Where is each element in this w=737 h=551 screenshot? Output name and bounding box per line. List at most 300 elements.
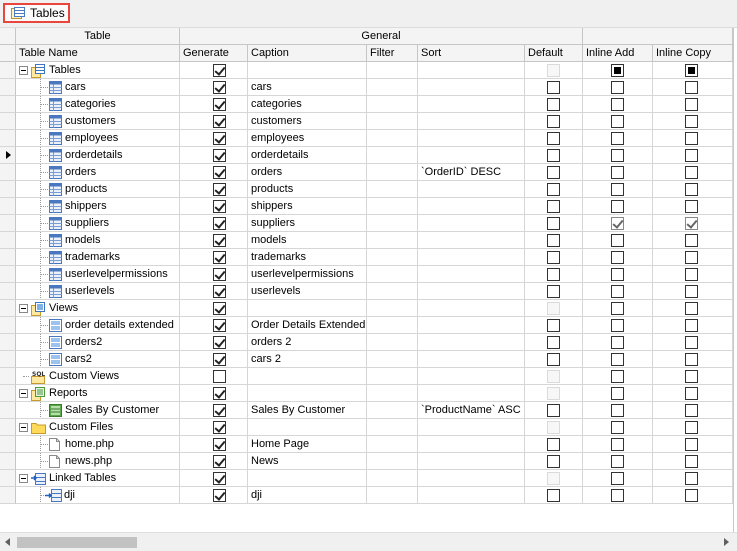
table-name-cell[interactable] bbox=[16, 436, 180, 453]
inline-add-checkbox[interactable] bbox=[611, 472, 624, 485]
row-indicator[interactable] bbox=[0, 334, 16, 351]
inline-copy-cell[interactable] bbox=[653, 79, 733, 96]
generate-checkbox[interactable] bbox=[213, 98, 226, 111]
sort-cell[interactable] bbox=[418, 453, 525, 470]
generate-cell[interactable] bbox=[180, 317, 248, 334]
scroll-left-icon[interactable] bbox=[5, 538, 10, 546]
row-indicator[interactable] bbox=[0, 130, 16, 147]
default-checkbox[interactable] bbox=[547, 132, 560, 145]
inline-add-cell[interactable] bbox=[583, 232, 653, 249]
inline-add-checkbox[interactable] bbox=[611, 455, 624, 468]
sort-cell[interactable] bbox=[418, 368, 525, 385]
caption-cell[interactable] bbox=[248, 62, 367, 79]
default-cell[interactable] bbox=[525, 300, 583, 317]
table-row[interactable] bbox=[0, 385, 733, 402]
table-name-cell[interactable] bbox=[16, 113, 180, 130]
inline-copy-cell[interactable] bbox=[653, 232, 733, 249]
default-checkbox[interactable] bbox=[547, 319, 560, 332]
inline-copy-checkbox[interactable] bbox=[685, 472, 698, 485]
row-indicator[interactable] bbox=[0, 385, 16, 402]
inline-add-checkbox[interactable] bbox=[611, 489, 624, 502]
sort-cell[interactable] bbox=[418, 96, 525, 113]
generate-checkbox[interactable] bbox=[213, 268, 226, 281]
default-cell[interactable] bbox=[525, 215, 583, 232]
col-caption[interactable]: Caption bbox=[248, 45, 367, 62]
sort-cell[interactable] bbox=[418, 113, 525, 130]
sort-cell[interactable] bbox=[418, 419, 525, 436]
filter-cell[interactable] bbox=[367, 351, 418, 368]
default-cell[interactable] bbox=[525, 368, 583, 385]
default-cell[interactable] bbox=[525, 470, 583, 487]
generate-checkbox[interactable] bbox=[213, 319, 226, 332]
default-checkbox[interactable] bbox=[547, 149, 560, 162]
table-row[interactable] bbox=[0, 300, 733, 317]
sort-cell[interactable] bbox=[418, 351, 525, 368]
row-indicator[interactable] bbox=[0, 181, 16, 198]
generate-checkbox[interactable] bbox=[213, 370, 226, 383]
generate-cell[interactable] bbox=[180, 113, 248, 130]
filter-cell[interactable] bbox=[367, 402, 418, 419]
inline-add-cell[interactable] bbox=[583, 470, 653, 487]
inline-add-checkbox[interactable] bbox=[611, 251, 624, 264]
inline-copy-cell[interactable] bbox=[653, 113, 733, 130]
inline-copy-cell[interactable] bbox=[653, 249, 733, 266]
inline-add-checkbox[interactable] bbox=[611, 353, 624, 366]
generate-checkbox[interactable] bbox=[213, 421, 226, 434]
filter-cell[interactable] bbox=[367, 436, 418, 453]
filter-cell[interactable] bbox=[367, 113, 418, 130]
inline-add-checkbox[interactable] bbox=[611, 336, 624, 349]
inline-copy-checkbox[interactable] bbox=[685, 166, 698, 179]
inline-add-checkbox[interactable] bbox=[611, 404, 624, 417]
collapse-icon[interactable] bbox=[19, 423, 28, 432]
filter-cell[interactable] bbox=[367, 232, 418, 249]
caption-cell[interactable] bbox=[248, 96, 367, 113]
sort-cell[interactable] bbox=[418, 317, 525, 334]
generate-checkbox[interactable] bbox=[213, 472, 226, 485]
inline-add-checkbox[interactable] bbox=[611, 268, 624, 281]
inline-copy-checkbox[interactable] bbox=[685, 200, 698, 213]
table-name-cell[interactable] bbox=[16, 181, 180, 198]
inline-add-cell[interactable] bbox=[583, 385, 653, 402]
caption-cell[interactable] bbox=[248, 351, 367, 368]
generate-checkbox[interactable] bbox=[213, 251, 226, 264]
default-checkbox[interactable] bbox=[547, 115, 560, 128]
inline-copy-cell[interactable] bbox=[653, 487, 733, 504]
generate-cell[interactable] bbox=[180, 130, 248, 147]
default-checkbox[interactable] bbox=[547, 455, 560, 468]
table-row[interactable] bbox=[0, 368, 733, 385]
inline-add-checkbox[interactable] bbox=[611, 200, 624, 213]
col-filter[interactable]: Filter bbox=[367, 45, 418, 62]
inline-add-cell[interactable] bbox=[583, 249, 653, 266]
inline-copy-cell[interactable] bbox=[653, 436, 733, 453]
caption-cell[interactable] bbox=[248, 470, 367, 487]
generate-cell[interactable] bbox=[180, 164, 248, 181]
inline-add-cell[interactable] bbox=[583, 368, 653, 385]
inline-copy-checkbox[interactable] bbox=[685, 234, 698, 247]
caption-cell[interactable] bbox=[248, 436, 367, 453]
generate-checkbox[interactable] bbox=[213, 489, 226, 502]
generate-checkbox[interactable] bbox=[213, 285, 226, 298]
filter-cell[interactable] bbox=[367, 283, 418, 300]
default-cell[interactable] bbox=[525, 198, 583, 215]
generate-cell[interactable] bbox=[180, 79, 248, 96]
default-cell[interactable] bbox=[525, 249, 583, 266]
generate-checkbox[interactable] bbox=[213, 387, 226, 400]
inline-copy-checkbox[interactable] bbox=[685, 183, 698, 196]
inline-copy-checkbox[interactable] bbox=[685, 455, 698, 468]
table-row[interactable] bbox=[0, 249, 733, 266]
caption-cell[interactable] bbox=[248, 147, 367, 164]
inline-add-cell[interactable] bbox=[583, 215, 653, 232]
generate-cell[interactable] bbox=[180, 470, 248, 487]
generate-checkbox[interactable] bbox=[213, 438, 226, 451]
table-name-cell[interactable] bbox=[16, 487, 180, 504]
inline-copy-cell[interactable] bbox=[653, 62, 733, 79]
inline-copy-cell[interactable] bbox=[653, 385, 733, 402]
caption-cell[interactable] bbox=[248, 368, 367, 385]
inline-copy-checkbox[interactable] bbox=[685, 81, 698, 94]
filter-cell[interactable] bbox=[367, 79, 418, 96]
table-name-cell[interactable] bbox=[16, 130, 180, 147]
table-row[interactable] bbox=[0, 198, 733, 215]
caption-cell[interactable] bbox=[248, 402, 367, 419]
inline-add-cell[interactable] bbox=[583, 147, 653, 164]
inline-add-checkbox[interactable] bbox=[611, 421, 624, 434]
default-cell[interactable] bbox=[525, 130, 583, 147]
row-indicator[interactable] bbox=[0, 487, 16, 504]
inline-copy-cell[interactable] bbox=[653, 402, 733, 419]
caption-cell[interactable] bbox=[248, 317, 367, 334]
inline-copy-checkbox[interactable] bbox=[685, 421, 698, 434]
row-indicator[interactable] bbox=[0, 266, 16, 283]
filter-cell[interactable] bbox=[367, 249, 418, 266]
generate-cell[interactable] bbox=[180, 147, 248, 164]
table-row[interactable] bbox=[0, 181, 733, 198]
sort-cell[interactable] bbox=[418, 198, 525, 215]
inline-copy-cell[interactable] bbox=[653, 453, 733, 470]
inline-add-cell[interactable] bbox=[583, 283, 653, 300]
inline-copy-cell[interactable] bbox=[653, 198, 733, 215]
tab-tables[interactable] bbox=[3, 3, 70, 23]
caption-cell[interactable] bbox=[248, 334, 367, 351]
inline-copy-checkbox[interactable] bbox=[685, 98, 698, 111]
table-name-cell[interactable] bbox=[16, 79, 180, 96]
caption-cell[interactable] bbox=[248, 113, 367, 130]
table-name-cell[interactable] bbox=[16, 419, 180, 436]
table-row[interactable] bbox=[0, 232, 733, 249]
table-row[interactable] bbox=[0, 470, 733, 487]
generate-cell[interactable] bbox=[180, 334, 248, 351]
inline-copy-checkbox[interactable] bbox=[685, 251, 698, 264]
generate-cell[interactable] bbox=[180, 232, 248, 249]
generate-cell[interactable] bbox=[180, 198, 248, 215]
caption-cell[interactable] bbox=[248, 419, 367, 436]
generate-cell[interactable] bbox=[180, 300, 248, 317]
generate-cell[interactable] bbox=[180, 249, 248, 266]
row-indicator[interactable] bbox=[0, 283, 16, 300]
default-cell[interactable] bbox=[525, 62, 583, 79]
generate-cell[interactable] bbox=[180, 96, 248, 113]
generate-checkbox[interactable] bbox=[213, 81, 226, 94]
default-cell[interactable] bbox=[525, 385, 583, 402]
table-row[interactable] bbox=[0, 419, 733, 436]
table-row[interactable] bbox=[0, 147, 733, 164]
row-indicator[interactable] bbox=[0, 198, 16, 215]
inline-copy-cell[interactable] bbox=[653, 317, 733, 334]
inline-copy-cell[interactable] bbox=[653, 215, 733, 232]
default-checkbox[interactable] bbox=[547, 285, 560, 298]
col-inline-add[interactable]: Inline Add bbox=[583, 45, 653, 62]
inline-add-cell[interactable] bbox=[583, 266, 653, 283]
inline-copy-cell[interactable] bbox=[653, 164, 733, 181]
row-indicator[interactable] bbox=[0, 453, 16, 470]
generate-checkbox[interactable] bbox=[213, 455, 226, 468]
table-name-cell[interactable] bbox=[16, 402, 180, 419]
default-cell[interactable] bbox=[525, 351, 583, 368]
default-cell[interactable] bbox=[525, 181, 583, 198]
inline-add-checkbox[interactable] bbox=[611, 438, 624, 451]
sort-cell[interactable] bbox=[418, 385, 525, 402]
inline-add-checkbox[interactable] bbox=[611, 115, 624, 128]
generate-checkbox[interactable] bbox=[213, 302, 226, 315]
inline-copy-checkbox[interactable] bbox=[685, 489, 698, 502]
inline-add-cell[interactable] bbox=[583, 198, 653, 215]
table-name-cell[interactable] bbox=[16, 351, 180, 368]
inline-add-checkbox[interactable] bbox=[611, 166, 624, 179]
filter-cell[interactable] bbox=[367, 164, 418, 181]
inline-copy-cell[interactable] bbox=[653, 147, 733, 164]
filter-cell[interactable] bbox=[367, 368, 418, 385]
default-checkbox[interactable] bbox=[547, 183, 560, 196]
inline-copy-cell[interactable] bbox=[653, 351, 733, 368]
inline-add-cell[interactable] bbox=[583, 402, 653, 419]
default-checkbox[interactable] bbox=[547, 98, 560, 111]
table-row[interactable] bbox=[0, 487, 733, 504]
row-indicator[interactable] bbox=[0, 215, 16, 232]
sort-cell[interactable] bbox=[418, 164, 525, 181]
inline-copy-checkbox[interactable] bbox=[685, 132, 698, 145]
inline-add-checkbox[interactable] bbox=[611, 98, 624, 111]
filter-cell[interactable] bbox=[367, 470, 418, 487]
inline-add-checkbox[interactable] bbox=[611, 234, 624, 247]
caption-cell[interactable] bbox=[248, 385, 367, 402]
inline-add-cell[interactable] bbox=[583, 164, 653, 181]
table-row[interactable] bbox=[0, 351, 733, 368]
caption-cell[interactable] bbox=[248, 198, 367, 215]
inline-add-checkbox[interactable] bbox=[611, 302, 624, 315]
inline-copy-cell[interactable] bbox=[653, 334, 733, 351]
filter-cell[interactable] bbox=[367, 62, 418, 79]
table-name-cell[interactable] bbox=[16, 164, 180, 181]
row-indicator[interactable] bbox=[0, 300, 16, 317]
col-table-name[interactable]: Table Name bbox=[16, 45, 180, 62]
default-cell[interactable] bbox=[525, 164, 583, 181]
caption-cell[interactable] bbox=[248, 181, 367, 198]
generate-checkbox[interactable] bbox=[213, 64, 226, 77]
generate-cell[interactable] bbox=[180, 62, 248, 79]
inline-add-checkbox[interactable] bbox=[611, 132, 624, 145]
generate-checkbox[interactable] bbox=[213, 132, 226, 145]
collapse-icon[interactable] bbox=[19, 304, 28, 313]
sort-cell[interactable] bbox=[418, 130, 525, 147]
table-row[interactable] bbox=[0, 215, 733, 232]
inline-add-checkbox[interactable] bbox=[611, 387, 624, 400]
collapse-icon[interactable] bbox=[19, 474, 28, 483]
generate-cell[interactable] bbox=[180, 181, 248, 198]
generate-cell[interactable] bbox=[180, 283, 248, 300]
generate-checkbox[interactable] bbox=[213, 404, 226, 417]
caption-cell[interactable] bbox=[248, 164, 367, 181]
inline-copy-checkbox[interactable] bbox=[685, 404, 698, 417]
row-indicator[interactable] bbox=[0, 147, 16, 164]
scroll-right-icon[interactable] bbox=[724, 538, 729, 546]
filter-cell[interactable] bbox=[367, 334, 418, 351]
table-row[interactable] bbox=[0, 283, 733, 300]
inline-copy-cell[interactable] bbox=[653, 300, 733, 317]
default-checkbox[interactable] bbox=[547, 166, 560, 179]
inline-copy-checkbox[interactable] bbox=[685, 353, 698, 366]
filter-cell[interactable] bbox=[367, 300, 418, 317]
row-indicator[interactable] bbox=[0, 62, 16, 79]
row-indicator[interactable] bbox=[0, 164, 16, 181]
col-sort[interactable]: Sort bbox=[418, 45, 525, 62]
default-cell[interactable] bbox=[525, 147, 583, 164]
horizontal-scrollbar[interactable] bbox=[0, 532, 737, 551]
default-checkbox[interactable] bbox=[547, 200, 560, 213]
inline-add-checkbox[interactable] bbox=[611, 319, 624, 332]
table-name-cell[interactable] bbox=[16, 368, 180, 385]
default-checkbox[interactable] bbox=[547, 438, 560, 451]
sort-cell[interactable] bbox=[418, 215, 525, 232]
generate-checkbox[interactable] bbox=[213, 217, 226, 230]
table-name-cell[interactable] bbox=[16, 147, 180, 164]
table-row[interactable] bbox=[0, 79, 733, 96]
row-indicator[interactable] bbox=[0, 113, 16, 130]
table-row[interactable] bbox=[0, 164, 733, 181]
inline-copy-checkbox[interactable] bbox=[685, 115, 698, 128]
inline-add-checkbox[interactable] bbox=[611, 285, 624, 298]
table-row[interactable] bbox=[0, 317, 733, 334]
table-name-cell[interactable] bbox=[16, 385, 180, 402]
generate-checkbox[interactable] bbox=[213, 115, 226, 128]
caption-cell[interactable] bbox=[248, 266, 367, 283]
sort-cell[interactable] bbox=[418, 232, 525, 249]
generate-checkbox[interactable] bbox=[213, 149, 226, 162]
inline-copy-cell[interactable] bbox=[653, 181, 733, 198]
col-inline-copy[interactable]: Inline Copy bbox=[653, 45, 733, 62]
inline-copy-cell[interactable] bbox=[653, 470, 733, 487]
generate-cell[interactable] bbox=[180, 436, 248, 453]
default-checkbox[interactable] bbox=[547, 353, 560, 366]
generate-cell[interactable] bbox=[180, 351, 248, 368]
caption-cell[interactable] bbox=[248, 487, 367, 504]
caption-cell[interactable] bbox=[248, 249, 367, 266]
inline-add-checkbox[interactable] bbox=[611, 217, 624, 230]
table-name-cell[interactable] bbox=[16, 334, 180, 351]
inline-add-cell[interactable] bbox=[583, 181, 653, 198]
inline-copy-checkbox[interactable] bbox=[685, 285, 698, 298]
filter-cell[interactable] bbox=[367, 181, 418, 198]
filter-cell[interactable] bbox=[367, 419, 418, 436]
generate-checkbox[interactable] bbox=[213, 234, 226, 247]
sort-cell[interactable] bbox=[418, 181, 525, 198]
table-name-cell[interactable] bbox=[16, 249, 180, 266]
inline-add-checkbox[interactable] bbox=[611, 81, 624, 94]
row-indicator[interactable] bbox=[0, 436, 16, 453]
generate-cell[interactable] bbox=[180, 215, 248, 232]
caption-cell[interactable] bbox=[248, 215, 367, 232]
inline-copy-checkbox[interactable] bbox=[685, 64, 698, 77]
col-default[interactable]: Default bbox=[525, 45, 583, 62]
inline-add-cell[interactable] bbox=[583, 436, 653, 453]
generate-cell[interactable] bbox=[180, 368, 248, 385]
default-checkbox[interactable] bbox=[547, 336, 560, 349]
row-indicator[interactable] bbox=[0, 249, 16, 266]
default-checkbox[interactable] bbox=[547, 251, 560, 264]
sort-cell[interactable] bbox=[418, 470, 525, 487]
generate-cell[interactable] bbox=[180, 385, 248, 402]
caption-cell[interactable] bbox=[248, 300, 367, 317]
default-cell[interactable] bbox=[525, 79, 583, 96]
caption-cell[interactable] bbox=[248, 232, 367, 249]
caption-cell[interactable] bbox=[248, 283, 367, 300]
default-cell[interactable] bbox=[525, 436, 583, 453]
default-checkbox[interactable] bbox=[547, 234, 560, 247]
filter-cell[interactable] bbox=[367, 487, 418, 504]
default-cell[interactable] bbox=[525, 266, 583, 283]
inline-copy-cell[interactable] bbox=[653, 419, 733, 436]
inline-copy-checkbox[interactable] bbox=[685, 268, 698, 281]
inline-copy-checkbox[interactable] bbox=[685, 302, 698, 315]
inline-add-cell[interactable] bbox=[583, 79, 653, 96]
inline-add-checkbox[interactable] bbox=[611, 149, 624, 162]
inline-add-cell[interactable] bbox=[583, 130, 653, 147]
default-cell[interactable] bbox=[525, 402, 583, 419]
generate-checkbox[interactable] bbox=[213, 166, 226, 179]
sort-cell[interactable] bbox=[418, 487, 525, 504]
filter-cell[interactable] bbox=[367, 453, 418, 470]
inline-add-cell[interactable] bbox=[583, 62, 653, 79]
inline-add-cell[interactable] bbox=[583, 453, 653, 470]
default-cell[interactable] bbox=[525, 487, 583, 504]
generate-cell[interactable] bbox=[180, 453, 248, 470]
default-checkbox[interactable] bbox=[547, 404, 560, 417]
table-name-cell[interactable] bbox=[16, 317, 180, 334]
inline-add-cell[interactable] bbox=[583, 300, 653, 317]
default-cell[interactable] bbox=[525, 317, 583, 334]
collapse-icon[interactable] bbox=[19, 389, 28, 398]
sort-cell[interactable] bbox=[418, 436, 525, 453]
inline-add-cell[interactable] bbox=[583, 351, 653, 368]
filter-cell[interactable] bbox=[367, 317, 418, 334]
caption-cell[interactable] bbox=[248, 79, 367, 96]
sort-cell[interactable] bbox=[418, 79, 525, 96]
generate-cell[interactable] bbox=[180, 419, 248, 436]
default-cell[interactable] bbox=[525, 453, 583, 470]
table-name-cell[interactable] bbox=[16, 266, 180, 283]
default-cell[interactable] bbox=[525, 334, 583, 351]
table-name-cell[interactable] bbox=[16, 198, 180, 215]
table-row[interactable] bbox=[0, 436, 733, 453]
inline-add-cell[interactable] bbox=[583, 419, 653, 436]
inline-add-cell[interactable] bbox=[583, 317, 653, 334]
generate-checkbox[interactable] bbox=[213, 353, 226, 366]
row-indicator[interactable] bbox=[0, 96, 16, 113]
inline-copy-checkbox[interactable] bbox=[685, 319, 698, 332]
filter-cell[interactable] bbox=[367, 147, 418, 164]
